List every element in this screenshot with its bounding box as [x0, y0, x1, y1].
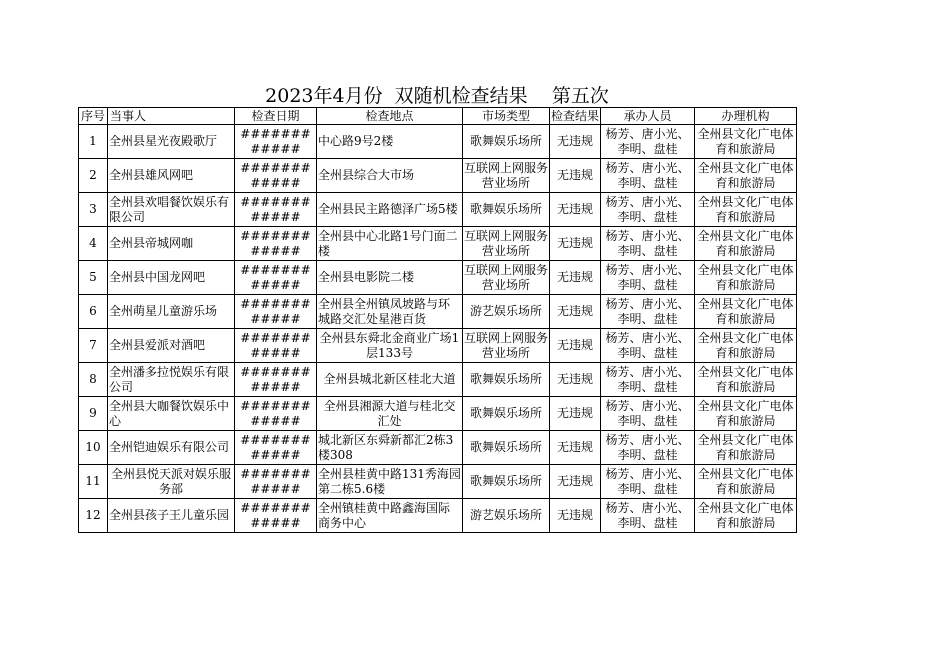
market-type-cell — [463, 261, 550, 295]
handling-agency: 全州县文化广电体育和旅游局 — [697, 466, 794, 496]
row-number: 10 — [85, 440, 101, 454]
header-party: 当事人 — [108, 108, 235, 125]
inspection-date-cell — [235, 193, 317, 227]
inspection-result: 无违规 — [556, 372, 593, 386]
staff-names: 杨芳、唐小光、李明、盘桂 — [605, 262, 690, 292]
inspection-result-cell — [550, 261, 601, 295]
row-number: 12 — [85, 508, 101, 522]
handling-agency-cell — [695, 431, 797, 465]
table-row — [79, 465, 797, 499]
inspection-result-cell — [550, 193, 601, 227]
market-type: 游艺娱乐场所 — [469, 508, 542, 522]
staff-names-cell — [601, 227, 695, 261]
inspection-table — [78, 107, 797, 533]
handling-agency-cell — [695, 499, 797, 533]
inspection-result: 无违规 — [556, 168, 593, 182]
table-row — [79, 499, 797, 533]
inspection-result: 无违规 — [556, 134, 593, 148]
inspection-place: 城北新区东舜新都汇2栋3楼308 — [318, 432, 454, 462]
market-type-cell — [463, 193, 550, 227]
inspection-place: 全州县电影院二楼 — [318, 270, 415, 284]
inspection-date-cell — [235, 295, 317, 329]
inspection-result: 无违规 — [556, 338, 593, 352]
party-name: 全州县雄风网吧 — [109, 168, 194, 182]
row-number: 1 — [89, 134, 97, 148]
market-type: 歌舞娱乐场所 — [469, 440, 542, 454]
party-name: 全州潘多拉悦娱乐有限公司 — [109, 364, 230, 394]
staff-names-cell — [601, 159, 695, 193]
staff-names: 杨芳、唐小光、李明、盘桂 — [605, 126, 690, 156]
table-row — [79, 431, 797, 465]
staff-names: 杨芳、唐小光、李明、盘桂 — [605, 432, 690, 462]
inspection-date: ############ — [240, 160, 311, 190]
inspection-place-cell — [317, 431, 463, 465]
inspection-result-cell — [550, 397, 601, 431]
row-number: 3 — [89, 202, 97, 216]
handling-agency: 全州县文化广电体育和旅游局 — [697, 194, 794, 224]
row-number: 7 — [89, 338, 97, 352]
party-name: 全州县中国龙网吧 — [109, 270, 206, 284]
staff-names: 杨芳、唐小光、李明、盘桂 — [605, 160, 690, 190]
inspection-place-cell — [317, 295, 463, 329]
party-name: 全州县孩子王儿童乐园 — [109, 508, 230, 522]
handling-agency: 全州县文化广电体育和旅游局 — [697, 330, 794, 360]
inspection-date-cell — [235, 465, 317, 499]
row-number-cell — [79, 499, 108, 533]
handling-agency-cell — [695, 295, 797, 329]
inspection-result-cell — [550, 227, 601, 261]
staff-names: 杨芳、唐小光、李明、盘桂 — [605, 296, 690, 326]
inspection-date: ############ — [240, 228, 311, 258]
staff-names: 杨芳、唐小光、李明、盘桂 — [605, 330, 690, 360]
party-name-cell — [108, 193, 235, 227]
market-type-cell — [463, 499, 550, 533]
inspection-place-cell — [317, 125, 463, 159]
inspection-place: 全州县湘源大道与桂北交汇处 — [323, 398, 456, 428]
inspection-result: 无违规 — [556, 236, 593, 250]
inspection-date: ############ — [240, 126, 311, 156]
party-name: 全州县爱派对酒吧 — [109, 338, 206, 352]
party-name-cell — [108, 125, 235, 159]
inspection-place: 全州县城北新区桂北大道 — [323, 372, 456, 386]
inspection-date: ############ — [240, 194, 311, 224]
handling-agency-cell — [695, 329, 797, 363]
row-number: 9 — [89, 406, 97, 420]
header-no: 序号 — [79, 108, 108, 125]
inspection-result-cell — [550, 465, 601, 499]
handling-agency-cell — [695, 193, 797, 227]
inspection-place-cell — [317, 227, 463, 261]
inspection-place-cell — [317, 499, 463, 533]
row-number-cell — [79, 397, 108, 431]
table-row — [79, 193, 797, 227]
party-name-cell — [108, 227, 235, 261]
inspection-place-cell — [317, 159, 463, 193]
inspection-date: ############ — [240, 500, 311, 530]
inspection-date-cell — [235, 329, 317, 363]
staff-names-cell — [601, 363, 695, 397]
inspection-date-cell — [235, 363, 317, 397]
party-name: 全州县帝城网咖 — [109, 236, 194, 250]
row-number-cell — [79, 227, 108, 261]
market-type-cell — [463, 363, 550, 397]
market-type: 歌舞娱乐场所 — [469, 372, 542, 386]
market-type: 互联网上网服务营业场所 — [464, 262, 548, 292]
staff-names-cell — [601, 295, 695, 329]
inspection-place: 全州县全州镇凤坡路与环城路交汇处星港百货 — [318, 296, 451, 326]
row-number: 2 — [89, 168, 97, 182]
party-name: 全州县悦天派对娱乐服务部 — [110, 466, 231, 496]
inspection-place: 全州县东舜北金商业广场1层133号 — [319, 330, 460, 360]
inspection-place-cell — [317, 465, 463, 499]
header-result: 检查结果 — [550, 108, 599, 123]
header-place: 检查地点 — [317, 108, 463, 125]
market-type-cell — [463, 397, 550, 431]
inspection-place-cell — [317, 193, 463, 227]
market-type-cell — [463, 329, 550, 363]
inspection-date-cell — [235, 397, 317, 431]
inspection-place: 全州镇桂黄中路鑫海国际商务中心 — [318, 500, 451, 530]
staff-names: 杨芳、唐小光、李明、盘桂 — [605, 466, 690, 496]
table-row — [79, 397, 797, 431]
party-name-cell — [108, 431, 235, 465]
market-type: 歌舞娱乐场所 — [469, 406, 542, 420]
party-name: 全州萌星儿童游乐场 — [109, 304, 218, 318]
inspection-place: 全州县桂黄中路131秀海园第二栋5.6楼 — [318, 466, 461, 496]
inspection-place: 全州县中心北路1号门面二楼 — [318, 228, 458, 258]
handling-agency-cell — [695, 125, 797, 159]
party-name-cell — [108, 295, 235, 329]
inspection-place: 全州县民主路德泽广场5楼 — [318, 202, 458, 216]
inspection-place-cell — [317, 397, 463, 431]
inspection-date-cell — [235, 159, 317, 193]
party-name: 全州县欢唱餐饮娱乐有限公司 — [109, 194, 230, 224]
row-number: 6 — [89, 304, 97, 318]
inspection-result: 无违规 — [556, 440, 593, 454]
inspection-date: ############ — [240, 262, 311, 292]
handling-agency: 全州县文化广电体育和旅游局 — [697, 262, 794, 292]
handling-agency: 全州县文化广电体育和旅游局 — [697, 500, 794, 530]
row-number-cell — [79, 329, 108, 363]
market-type-cell — [463, 159, 550, 193]
market-type-cell — [463, 465, 550, 499]
inspection-place-cell — [317, 329, 463, 363]
row-number-cell — [79, 159, 108, 193]
staff-names-cell — [601, 329, 695, 363]
inspection-result-cell — [550, 499, 601, 533]
inspection-place: 全州县综合大市场 — [318, 168, 415, 182]
staff-names: 杨芳、唐小光、李明、盘桂 — [605, 500, 690, 530]
party-name: 全州铠迪娱乐有限公司 — [109, 440, 230, 454]
market-type-cell — [463, 431, 550, 465]
handling-agency: 全州县文化广电体育和旅游局 — [697, 160, 794, 190]
inspection-date: ############ — [240, 432, 311, 462]
inspection-result-cell — [550, 159, 601, 193]
table-row — [79, 329, 797, 363]
row-number: 5 — [89, 270, 97, 284]
handling-agency: 全州县文化广电体育和旅游局 — [697, 364, 794, 394]
handling-agency: 全州县文化广电体育和旅游局 — [697, 398, 794, 428]
staff-names-cell — [601, 431, 695, 465]
header-org: 办理机构 — [695, 108, 797, 125]
inspection-result: 无违规 — [556, 406, 593, 420]
inspection-result: 无违规 — [556, 508, 593, 522]
market-type: 互联网上网服务营业场所 — [464, 160, 548, 190]
inspection-result-cell — [550, 363, 601, 397]
inspection-result-cell — [550, 125, 601, 159]
table-row — [79, 125, 797, 159]
party-name-cell — [108, 397, 235, 431]
row-number-cell — [79, 431, 108, 465]
row-number-cell — [79, 465, 108, 499]
handling-agency-cell — [695, 363, 797, 397]
party-name-cell — [108, 261, 235, 295]
table-row — [79, 363, 797, 397]
party-name: 全州县星光夜殿歌厅 — [109, 134, 218, 148]
staff-names: 杨芳、唐小光、李明、盘桂 — [605, 228, 690, 258]
table-row — [79, 159, 797, 193]
party-name-cell — [108, 363, 235, 397]
market-type-cell — [463, 125, 550, 159]
header-type: 市场类型 — [463, 108, 550, 125]
staff-names: 杨芳、唐小光、李明、盘桂 — [605, 398, 690, 428]
market-type: 歌舞娱乐场所 — [469, 134, 542, 148]
staff-names-cell — [601, 397, 695, 431]
table-row — [79, 227, 797, 261]
table-row — [79, 261, 797, 295]
party-name-cell — [108, 329, 235, 363]
handling-agency-cell — [695, 397, 797, 431]
row-number-cell — [79, 193, 108, 227]
market-type: 互联网上网服务营业场所 — [464, 228, 548, 258]
row-number: 4 — [89, 236, 97, 250]
handling-agency: 全州县文化广电体育和旅游局 — [697, 228, 794, 258]
handling-agency-cell — [695, 159, 797, 193]
market-type: 互联网上网服务营业场所 — [464, 330, 548, 360]
inspection-result: 无违规 — [556, 304, 593, 318]
handling-agency-cell — [695, 227, 797, 261]
inspection-date: ############ — [240, 364, 311, 394]
staff-names-cell — [601, 125, 695, 159]
staff-names: 杨芳、唐小光、李明、盘桂 — [605, 194, 690, 224]
party-name-cell — [108, 465, 235, 499]
inspection-result-cell — [550, 295, 601, 329]
party-name-cell — [108, 159, 235, 193]
handling-agency: 全州县文化广电体育和旅游局 — [697, 432, 794, 462]
staff-names-cell — [601, 499, 695, 533]
handling-agency: 全州县文化广电体育和旅游局 — [697, 126, 794, 156]
inspection-date-cell — [235, 499, 317, 533]
staff-names-cell — [601, 261, 695, 295]
staff-names: 杨芳、唐小光、李明、盘桂 — [605, 364, 690, 394]
staff-names-cell — [601, 193, 695, 227]
inspection-place-cell — [317, 363, 463, 397]
market-type: 游艺娱乐场所 — [469, 304, 542, 318]
market-type: 歌舞娱乐场所 — [469, 202, 542, 216]
inspection-result-cell — [550, 431, 601, 465]
sheet-title: 2023年4月份 双随机检查结果 第五次 — [265, 85, 609, 107]
inspection-date: ############ — [240, 466, 311, 496]
handling-agency: 全州县文化广电体育和旅游局 — [697, 296, 794, 326]
party-name-cell — [108, 499, 235, 533]
header-date: 检查日期 — [235, 108, 317, 125]
inspection-place-cell — [317, 261, 463, 295]
inspection-date-cell — [235, 431, 317, 465]
header-row — [79, 108, 797, 125]
market-type: 歌舞娱乐场所 — [469, 474, 542, 488]
inspection-date-cell — [235, 125, 317, 159]
handling-agency-cell — [695, 261, 797, 295]
inspection-date-cell — [235, 227, 317, 261]
inspection-date: ############ — [240, 330, 311, 360]
row-number-cell — [79, 363, 108, 397]
staff-names-cell — [601, 465, 695, 499]
row-number-cell — [79, 295, 108, 329]
row-number-cell — [79, 125, 108, 159]
header-staff: 承办人员 — [601, 108, 695, 125]
inspection-place: 中心路9号2楼 — [318, 134, 394, 148]
handling-agency-cell — [695, 465, 797, 499]
inspection-date: ############ — [240, 398, 311, 428]
row-number: 11 — [85, 474, 101, 488]
row-number: 8 — [89, 372, 97, 386]
party-name: 全州县大咖餐饮娱乐中心 — [109, 398, 230, 428]
inspection-date: ############ — [240, 296, 311, 326]
table-row — [79, 295, 797, 329]
inspection-result: 无违规 — [556, 270, 593, 284]
inspection-date-cell — [235, 261, 317, 295]
inspection-result: 无违规 — [556, 202, 593, 216]
inspection-result: 无违规 — [556, 474, 593, 488]
inspection-result-cell — [550, 329, 601, 363]
market-type-cell — [463, 227, 550, 261]
market-type-cell — [463, 295, 550, 329]
row-number-cell — [79, 261, 108, 295]
